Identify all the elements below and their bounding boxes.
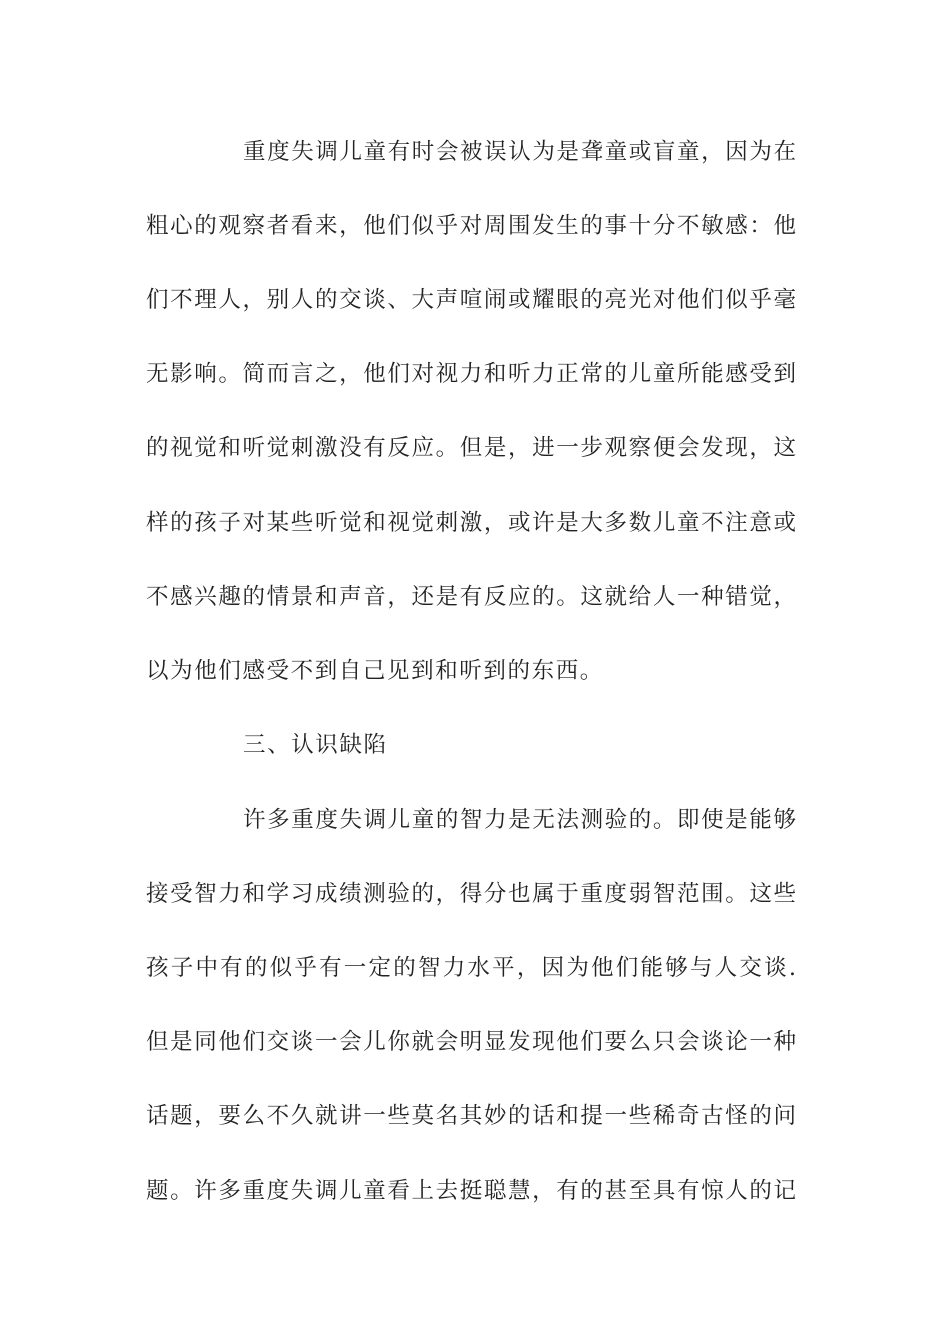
paragraph-2-line-6: 题。许多重度失调儿童看上去挺聪慧，有的甚至具有惊人的记 — [146, 1178, 796, 1204]
paragraph-1-line-6: 样的孩子对某些听觉和视觉刺激，或许是大多数儿童不注意或 — [146, 510, 796, 536]
paragraph-2-line-2: 接受智力和学习成绩测验的，得分也属于重度弱智范围。这些 — [146, 881, 796, 907]
paragraph-1-line-4: 无影响。简而言之，他们对视力和听力正常的儿童所能感受到 — [146, 361, 796, 387]
paragraph-1-line-7: 不感兴趣的情景和声音，还是有反应的。这就给人一种错觉， — [146, 584, 796, 610]
paragraph-2-line-3: 孩子中有的似乎有一定的智力水平，因为他们能够与人交谈. — [146, 955, 796, 981]
paragraph-1-line-1: 重度失调儿童有时会被误认为是聋童或盲童，因为在 — [243, 139, 796, 165]
paragraph-2-line-1: 许多重度失调儿童的智力是无法测验的。即使是能够 — [243, 807, 796, 833]
paragraph-2-line-5: 话题，要么不久就讲一些莫名其妙的话和提一些稀奇古怪的问 — [146, 1103, 796, 1129]
paragraph-1-line-8: 以为他们感受不到自己见到和听到的东西。 — [146, 658, 604, 684]
section-heading: 三、认识缺陷 — [243, 732, 388, 758]
paragraph-2-line-4: 但是同他们交谈一会儿你就会明显发现他们要么只会谈论一种 — [146, 1029, 796, 1055]
paragraph-1-line-5: 的视觉和听觉刺激没有反应。但是，进一步观察便会发现，这 — [146, 435, 796, 461]
paragraph-1-line-2: 粗心的观察者看来，他们似乎对周围发生的事十分不敏感：他 — [146, 213, 796, 239]
paragraph-1-line-3: 们不理人，别人的交谈、大声喧闹或耀眼的亮光对他们似乎毫 — [146, 287, 796, 313]
